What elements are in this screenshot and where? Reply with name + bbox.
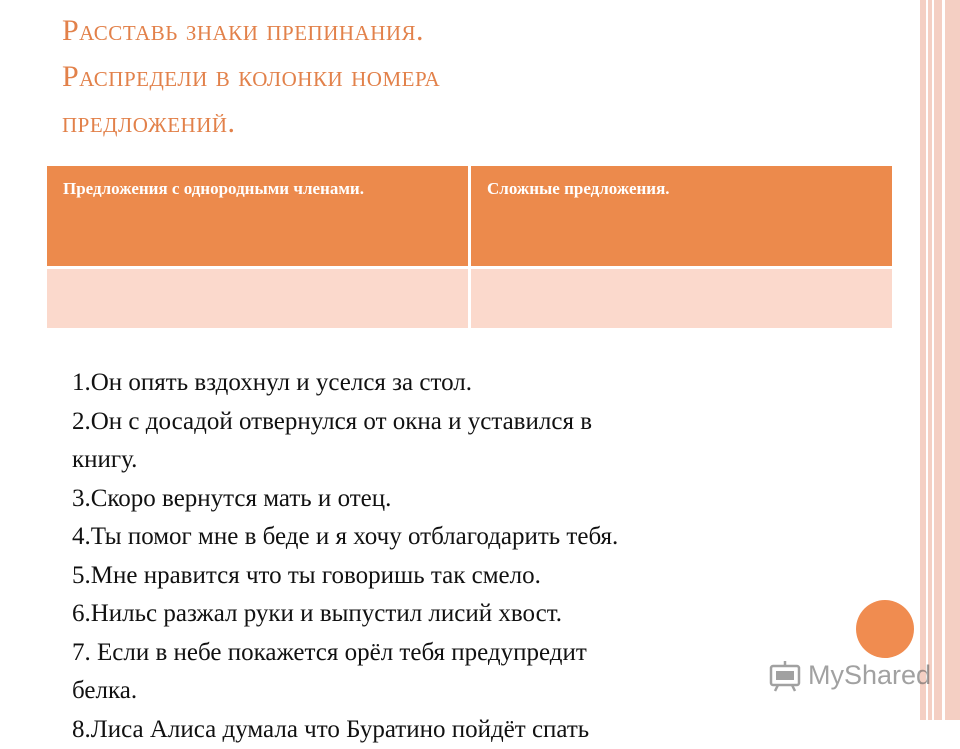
list-item: 1.Он опять вздохнул и уселся за стол. <box>72 364 852 403</box>
list-item: 3.Скоро вернутся мать и отец. <box>72 480 852 519</box>
list-item: книгу. <box>72 441 852 480</box>
table-header-label: Предложения с однородными членами. <box>63 179 364 198</box>
watermark-text: MyShared <box>808 660 931 691</box>
list-item: белка. <box>72 672 852 711</box>
list-item: 4.Ты помог мне в беде и я хочу отблагодарить тебя. <box>72 518 852 557</box>
band-stripe <box>932 0 934 720</box>
band-stripe <box>942 0 945 720</box>
table-header-label: Сложные предложения. <box>487 179 670 198</box>
table-cell-complex[interactable] <box>471 269 892 328</box>
title-line-2: Распредели в колонки номера <box>62 54 902 100</box>
accent-circle <box>856 600 914 658</box>
list-item: 6.Нильс разжал руки и выпустил лисий хвост. <box>72 595 852 634</box>
list-item: 5.Мне нравится что ты говоришь так смело. <box>72 557 852 596</box>
table-header-homogeneous <box>47 166 468 266</box>
table-header-complex <box>471 166 892 266</box>
title-line-1: Расставь знаки препинания. <box>62 8 902 54</box>
title-line-3: предложений. <box>62 100 902 146</box>
sentence-list <box>72 364 852 749</box>
table-cell-homogeneous[interactable] <box>47 269 468 328</box>
decorative-side-band <box>920 0 960 720</box>
slide-title <box>62 8 902 146</box>
list-item: 8.Лиса Алиса думала что Буратино пойдёт спать <box>72 711 852 749</box>
list-item: 2.Он с досадой отвернулся от окна и уставился в <box>72 403 852 442</box>
projector-icon <box>768 658 802 692</box>
list-item: 7. Если в небе покажется орёл тебя предупредит <box>72 634 852 673</box>
sorting-table <box>47 166 892 328</box>
band-stripe <box>926 0 928 720</box>
myshared-watermark <box>768 655 931 695</box>
